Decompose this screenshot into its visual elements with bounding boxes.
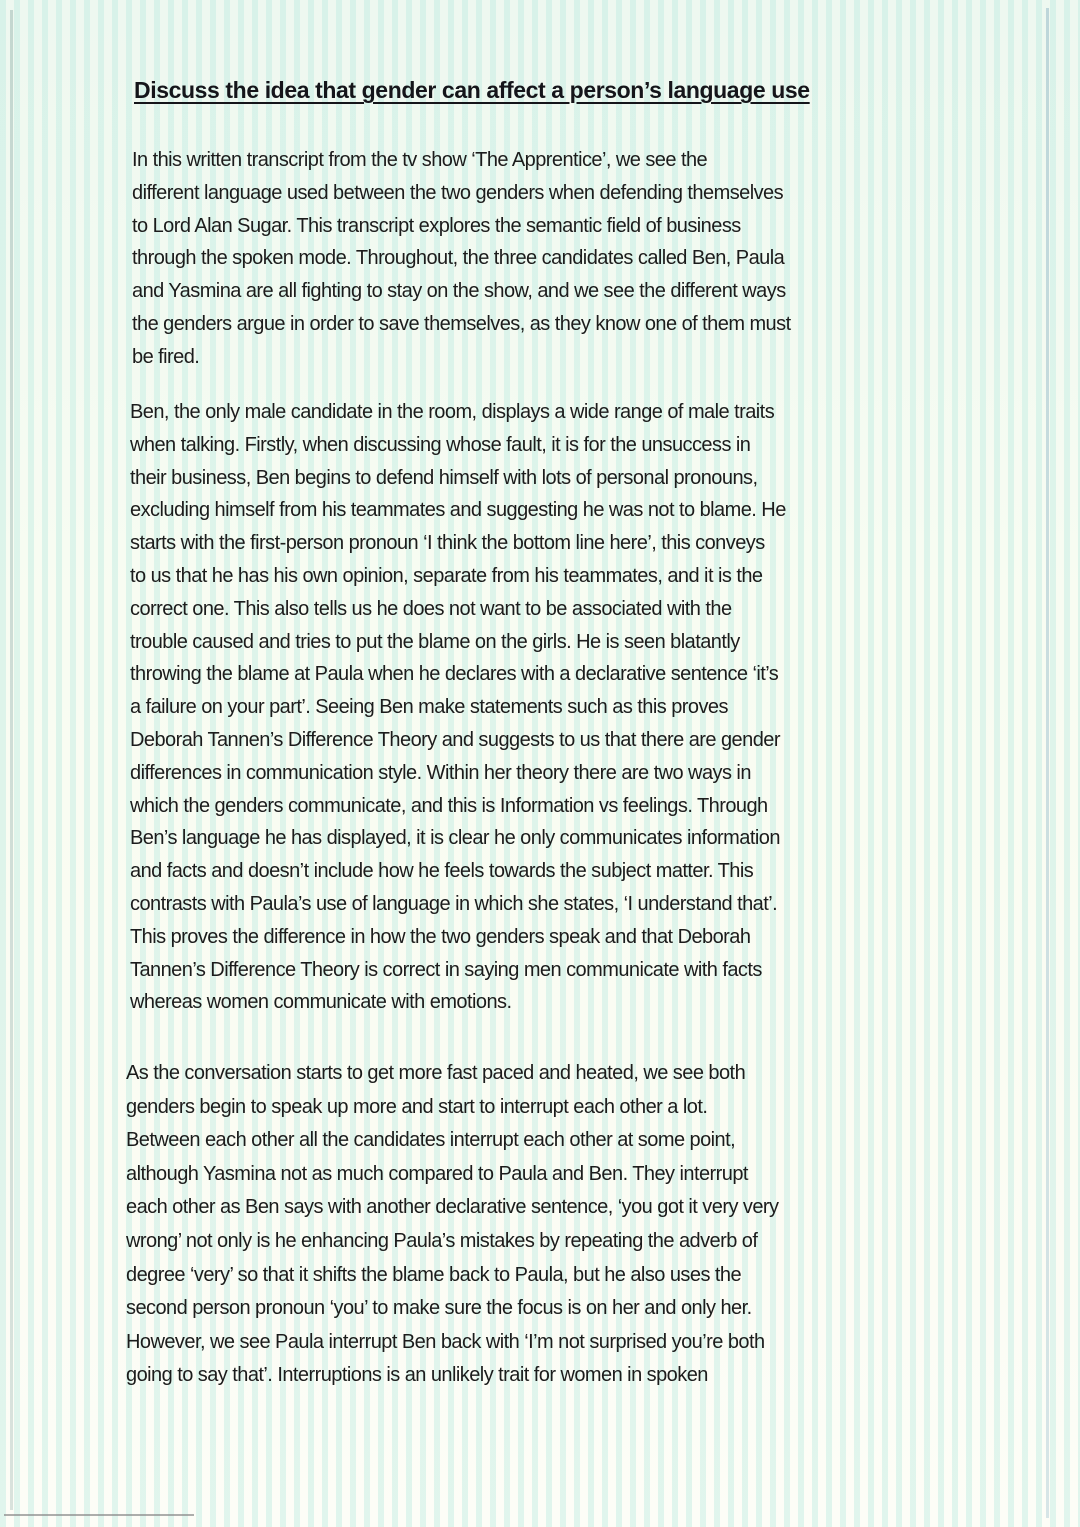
essay-title: Discuss the idea that gender can affect a person’s language use <box>134 77 810 103</box>
text-line: differences in communication style. Within her theory there are two ways in <box>130 761 751 784</box>
paragraph-interruptions <box>126 1057 778 1393</box>
text-line: genders begin to speak up more and start to interrupt each other a lot. <box>126 1095 708 1118</box>
page-edge-right <box>1046 8 1049 1518</box>
text-line: whereas women communicate with emotions. <box>130 991 512 1014</box>
text-line: However, we see Paula interrupt Ben back with ‘I’m not surprised you’re both <box>126 1330 765 1353</box>
text-line: throwing the blame at Paula when he declares with a declarative sentence ‘it’s <box>130 663 779 686</box>
text-line: As the conversation starts to get more fast paced and heated, we see both <box>126 1062 746 1084</box>
text-line: contrasts with Paula’s use of language in which she states, ‘I understand that’. <box>130 892 778 915</box>
text-line: excluding himself from his teammates and suggesting he was not to blame. He <box>130 499 786 522</box>
paragraph-intro <box>132 144 791 374</box>
text-line: their business, Ben begins to defend himself with lots of personal pronouns, <box>130 466 758 489</box>
page-edge-bottom <box>4 1514 194 1516</box>
text-line: starts with the first-person pronoun ‘I think the bottom line here’, this conveys <box>130 532 765 555</box>
text-line: through the spoken mode. Throughout, the three candidates called Ben, Paula <box>132 247 785 270</box>
document-page <box>126 70 948 1387</box>
text-line: In this written transcript from the tv show ‘The Apprentice’, we see the <box>132 149 708 171</box>
text-line: and Yasmina are all fighting to stay on the show, and we see the different ways <box>132 280 786 303</box>
text-line: when talking. Firstly, when discussing whose fault, it is for the unsuccess in <box>130 433 751 456</box>
text-line: going to say that’. Interruptions is an unlikely trait for women in spoken <box>126 1364 708 1387</box>
text-line: to Lord Alan Sugar. This transcript explores the semantic field of business <box>132 214 741 237</box>
text-line: the genders argue in order to save themselves, as they know one of them must <box>132 312 791 335</box>
text-line: to us that he has his own opinion, separate from his teammates, and it is the <box>130 564 763 587</box>
page-edge-left <box>10 10 13 1510</box>
text-line: Ben’s language he has displayed, it is clear he only communicates information <box>130 827 780 850</box>
text-line: each other as Ben says with another declarative sentence, ‘you got it very very <box>126 1196 779 1219</box>
text-line: wrong’ not only is he enhancing Paula’s mistakes by repeating the adverb of <box>126 1229 758 1252</box>
text-line: trouble caused and tries to put the blame on the girls. He is seen blatantly <box>130 630 740 653</box>
text-line: Ben, the only male candidate in the room, displays a wide range of male traits <box>130 401 775 423</box>
text-line: which the genders communicate, and this is Information vs feelings. Through <box>130 794 768 817</box>
text-line: although Yasmina not as much compared to Paula and Ben. They interrupt <box>126 1162 748 1185</box>
text-line: correct one. This also tells us he does not want to be associated with the <box>130 597 732 620</box>
text-line: Tannen’s Difference Theory is correct in saying men communicate with facts <box>130 958 762 981</box>
text-line: This proves the difference in how the two genders speak and that Deborah <box>130 925 751 948</box>
text-line: Deborah Tannen’s Difference Theory and suggests to us that there are gender <box>130 728 780 751</box>
text-line: degree ‘very’ so that it shifts the blame back to Paula, but he also uses the <box>126 1263 742 1286</box>
text-line: Between each other all the candidates interrupt each other at some point, <box>126 1129 736 1152</box>
paragraph-ben-analysis <box>130 396 786 1019</box>
text-line: a failure on your part’. Seeing Ben make statements such as this proves <box>130 696 728 719</box>
text-line: and facts and doesn’t include how he feels towards the subject matter. This <box>130 860 754 883</box>
text-line: different language used between the two genders when defending themselves <box>132 181 784 204</box>
text-line: second person pronoun ‘you’ to make sure the focus is on her and only her. <box>126 1297 752 1320</box>
text-line: be fired. <box>132 345 200 368</box>
